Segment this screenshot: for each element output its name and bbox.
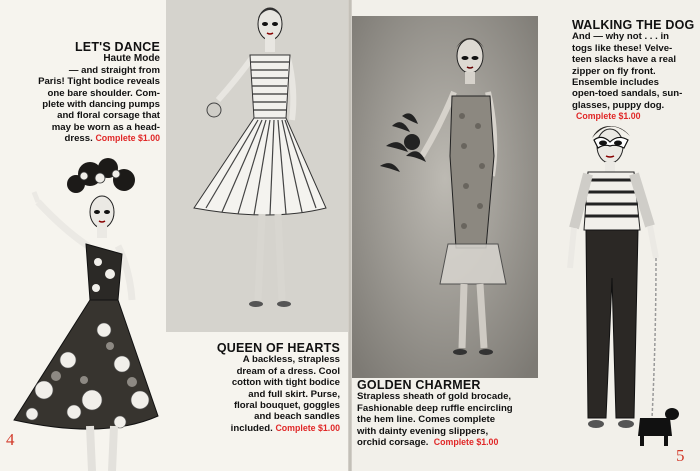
lets-dance-line: — and straight from bbox=[68, 64, 160, 76]
golden-charmer-line: Strapless sheath of gold brocade, bbox=[357, 391, 512, 403]
queen-of-hearts-caption bbox=[182, 343, 340, 434]
queen-of-hearts-line: cotton with tight bodice bbox=[231, 377, 340, 389]
page-number-left: 4 bbox=[6, 430, 15, 449]
walking-the-dog-line: togs like these! Velve- bbox=[572, 42, 673, 54]
walking-the-dog-line: zipper on fly front. bbox=[572, 65, 656, 77]
walking-the-dog-title: WALKING THE DOG bbox=[572, 18, 695, 32]
queen-of-hearts-last-line bbox=[182, 423, 340, 434]
queen-of-hearts-line: dream of a dress. Cool bbox=[236, 365, 340, 377]
lets-dance-last-text: dress. bbox=[64, 133, 93, 145]
lets-dance-subtitle: Haute Mode bbox=[103, 53, 160, 65]
queen-of-hearts-line: floral bouquet, goggles bbox=[233, 400, 340, 412]
lets-dance-caption bbox=[4, 42, 160, 145]
walking-the-dog-line: teen slacks have a real bbox=[572, 54, 677, 66]
queen-of-hearts-line: A backless, strapless bbox=[242, 354, 340, 366]
lets-dance-title: LET'S DANCE bbox=[74, 40, 160, 54]
lets-dance-line: plete with dancing pumps bbox=[42, 99, 160, 111]
golden-charmer-line: the hem line. Comes complete bbox=[357, 414, 496, 426]
golden-charmer-last-line bbox=[357, 437, 543, 448]
walking-the-dog-price: Complete $1.00 bbox=[576, 111, 641, 122]
queen-of-hearts-line: and full skirt. Purse, bbox=[248, 388, 340, 400]
walking-the-dog-line: Ensemble includes bbox=[572, 77, 659, 89]
queen-of-hearts-title: QUEEN OF HEARTS bbox=[216, 341, 340, 355]
walking-the-dog-line: open-toed sandals, sun- bbox=[572, 88, 683, 100]
lets-dance-last-line bbox=[4, 133, 160, 144]
queen-of-hearts-line: and beach sandles bbox=[254, 411, 340, 423]
queen-of-hearts-last-text: included. bbox=[230, 422, 273, 434]
lets-dance-line: one bare shoulder. Com- bbox=[47, 87, 160, 99]
golden-charmer-line: Fashionable deep ruffle encircling bbox=[357, 402, 513, 414]
page-number-right: 5 bbox=[676, 446, 685, 465]
lets-dance-price: Complete $1.00 bbox=[95, 133, 160, 144]
lets-dance-line: and floral corsage that bbox=[57, 110, 160, 122]
queen-of-hearts-photo bbox=[166, 0, 348, 332]
walking-the-dog-line: And — why not . . . in bbox=[572, 31, 669, 43]
walking-the-dog-photo bbox=[552, 118, 682, 454]
golden-charmer-title: GOLDEN CHARMER bbox=[357, 378, 481, 392]
lets-dance-photo bbox=[4, 150, 162, 471]
queen-of-hearts-price: Complete $1.00 bbox=[275, 422, 340, 433]
golden-charmer-price: Complete $1.00 bbox=[433, 437, 499, 448]
lets-dance-line: Paris! Tight bodice reveals bbox=[38, 76, 160, 88]
lets-dance-line: may be worn as a head- bbox=[51, 121, 160, 133]
walking-the-dog-caption bbox=[572, 20, 696, 123]
walking-the-dog-line: glasses, puppy dog. bbox=[572, 99, 665, 111]
golden-charmer-last-text: orchid corsage. bbox=[357, 437, 429, 449]
golden-charmer-photo bbox=[352, 16, 538, 378]
golden-charmer-caption bbox=[357, 380, 543, 448]
golden-charmer-line: with dainty evening slippers, bbox=[357, 425, 489, 437]
